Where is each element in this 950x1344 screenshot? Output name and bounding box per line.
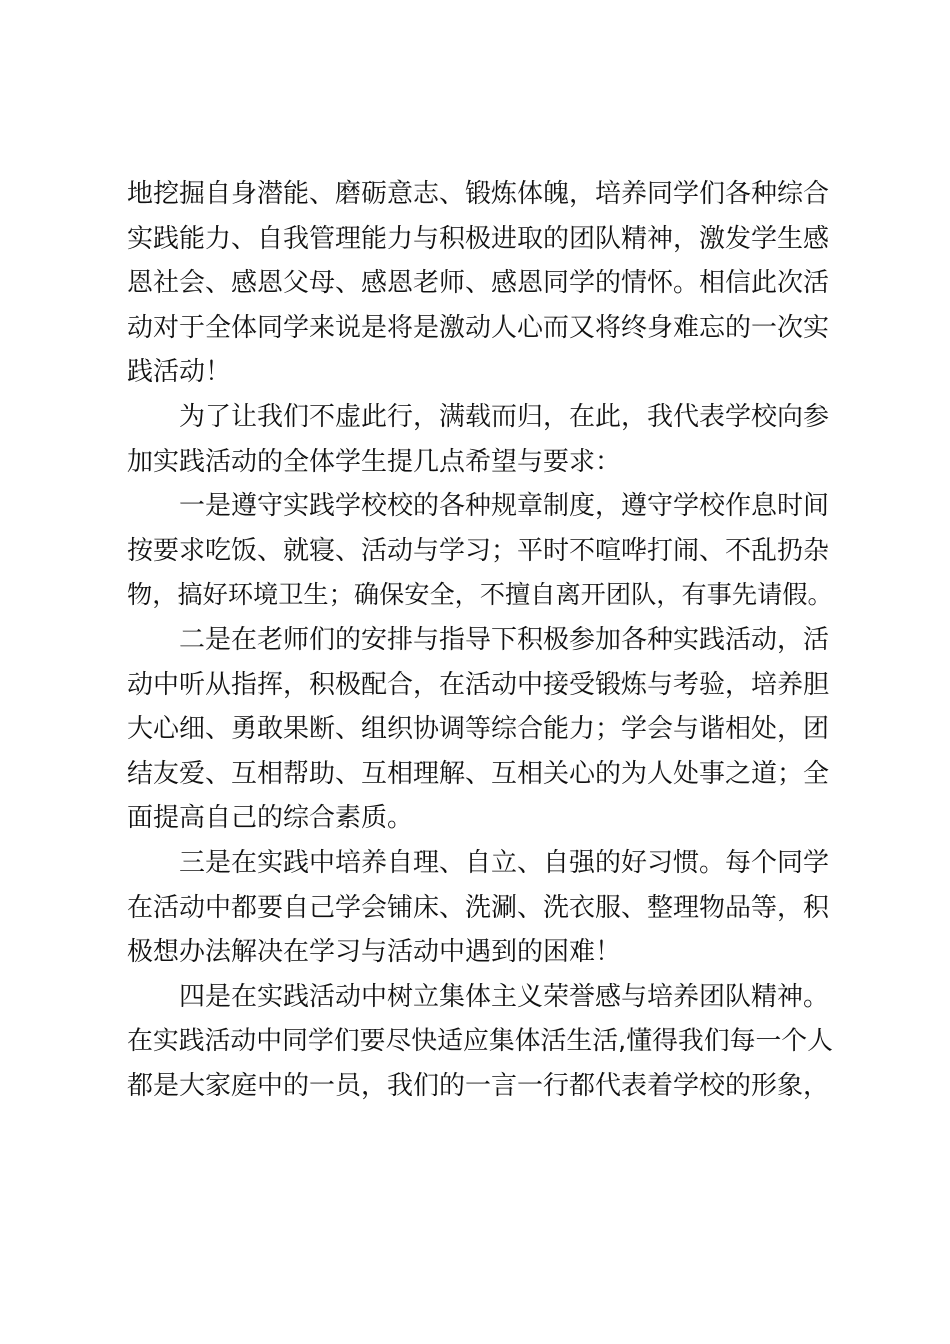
paragraph-line: 地挖掘自身潜能、磨砺意志、锻炼体魄，培养同学们各种综合 xyxy=(127,179,830,209)
paragraph-first-line: 二是在老师们的安排与指导下积极参加各种实践活动，活 xyxy=(179,624,830,655)
paragraph-line: 都是大家庭中的一员，我们的一言一行都代表着学校的形象， xyxy=(127,1070,830,1101)
paragraph-line: 大心细、勇敢果断、组织协调等综合能力；学会与谐相处，团 xyxy=(127,714,830,745)
document-body xyxy=(127,172,833,1108)
paragraph-line: 实践能力、自我管理能力与积极进取的团队精神，激发学生感 xyxy=(127,223,830,254)
paragraph-line: 恩社会、感恩父母、感恩老师、感恩同学的情怀。相信此次活 xyxy=(127,268,830,299)
paragraph-first-line: 三是在实践中培养自理、自立、自强的好习惯。每个同学 xyxy=(179,847,830,878)
paragraph-line: 物，搞好环境卫生；确保安全，不擅自离开团队，有事先请假。 xyxy=(127,580,833,610)
paragraph-line: 结友爱、互相帮助、互相理解、互相关心的为人处事之道；全 xyxy=(127,758,830,789)
paragraph-line: 面提高自己的综合素质。 xyxy=(127,803,414,834)
paragraph-first-line: 四是在实践活动中树立集体主义荣誉感与培养团队精神。 xyxy=(179,981,830,1012)
paragraph-first-line: 一是遵守实践学校校的各种规章制度，遵守学校作息时间 xyxy=(179,491,830,522)
paragraph-first-line: 为了让我们不虚此行，满载而归，在此，我代表学校向参 xyxy=(179,401,830,432)
paragraph-line: 动对于全体同学来说是将是激动人心而又将终身难忘的一次实 xyxy=(127,312,830,343)
paragraph-line: 在实践活动中同学们要尽快适应集体活生活,懂得我们每一个人 xyxy=(127,1026,833,1057)
paragraph-line: 动中听从指挥，积极配合，在活动中接受锻炼与考验，培养胆 xyxy=(127,669,830,700)
paragraph-line: 按要求吃饭、就寝、活动与学习；平时不喧哗打闹、不乱扔杂 xyxy=(127,535,830,566)
paragraph-line: 加实践活动的全体学生提几点希望与要求： xyxy=(127,446,622,477)
paragraph-line: 践活动！ xyxy=(127,357,232,388)
paragraph-line: 在活动中都要自己学会铺床、洗涮、洗衣服、整理物品等，积 xyxy=(127,892,830,923)
paragraph-line: 极想办法解决在学习与活动中遇到的困难！ xyxy=(127,937,622,968)
